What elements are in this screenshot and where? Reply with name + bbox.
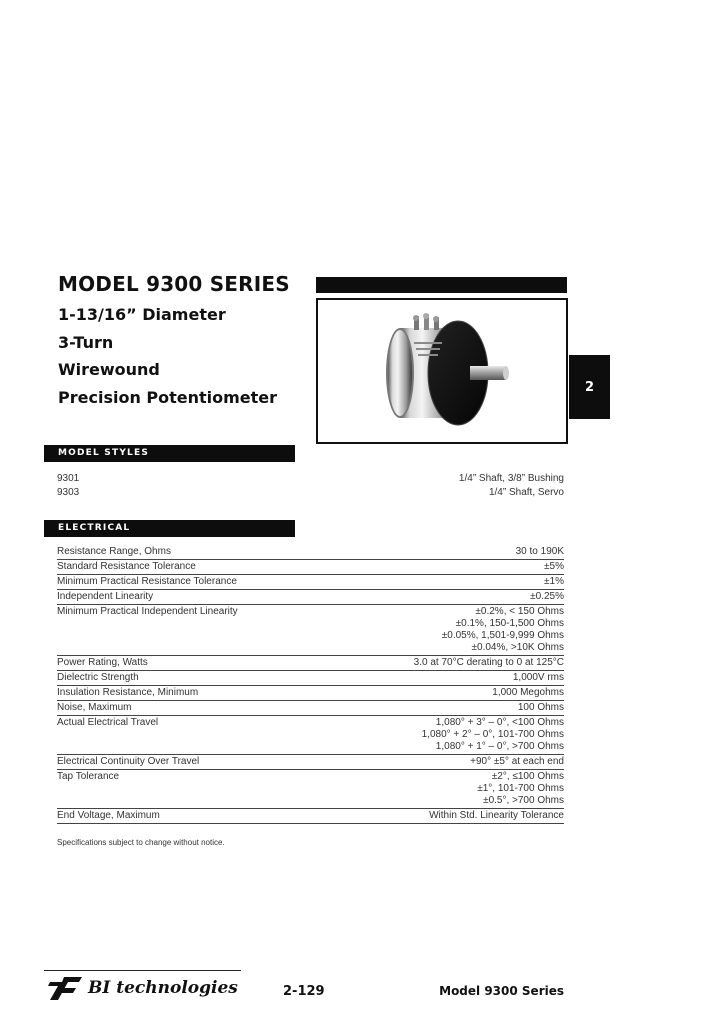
model-styles-table <box>57 472 564 500</box>
title-rule-bar <box>316 277 567 293</box>
spec-value: ±0.25% <box>530 591 564 602</box>
logo-wordmark: BI technologies <box>88 978 238 998</box>
spec-value: 1,000V rms <box>512 672 564 683</box>
spec-label: Minimum Practical Resistance Tolerance <box>57 576 237 587</box>
spec-values <box>414 657 564 669</box>
spec-values <box>422 717 564 753</box>
model-styles-heading: MODEL STYLES <box>44 445 295 462</box>
spec-value: 1,080° + 1° – 0°, >700 Ohms <box>435 741 564 752</box>
electrical-heading: ELECTRICAL <box>44 520 295 537</box>
spec-value: ±5% <box>544 561 564 572</box>
model-style-row <box>57 472 564 486</box>
spec-value: Within Std. Linearity Tolerance <box>429 810 564 821</box>
subtitle-block <box>58 304 277 414</box>
spec-row <box>57 701 564 716</box>
spec-values <box>544 576 564 588</box>
company-logo <box>44 972 241 1004</box>
spec-values <box>429 810 564 822</box>
spec-label: Resistance Range, Ohms <box>57 546 171 557</box>
spec-row <box>57 770 564 809</box>
subtitle-product: Precision Potentiometer <box>58 387 278 407</box>
spec-row <box>57 716 564 755</box>
bi-logo-icon <box>44 973 86 1003</box>
spec-values <box>516 546 564 558</box>
potentiometer-image <box>318 300 566 442</box>
spec-value: ±2°, ≤100 Ohms <box>491 771 564 782</box>
spec-value: 3.0 at 70°C derating to 0 at 125°C <box>413 657 564 668</box>
spec-row <box>57 809 564 824</box>
spec-row <box>57 560 564 575</box>
spec-values <box>513 672 564 684</box>
spec-label: Independent Linearity <box>57 591 154 602</box>
subtitle-diameter: 1-13/16” Diameter <box>58 305 226 324</box>
subtitle-turns: 3-Turn <box>58 332 114 352</box>
model-style-code: 9301 <box>57 473 80 484</box>
spec-label: Minimum Practical Independent Linearity <box>57 606 238 617</box>
spec-value: 1,000 Megohms <box>492 687 564 698</box>
product-photo <box>316 298 568 444</box>
spec-values <box>470 756 564 768</box>
spec-value: ±1% <box>544 576 564 587</box>
spec-value: 1,080° + 2° – 0°, 101-700 Ohms <box>421 729 564 740</box>
spec-value: ±0.04%, >10K Ohms <box>471 642 564 653</box>
spec-value: ±1°, 101-700 Ohms <box>477 783 564 794</box>
spec-value: ±0.05%, 1,501-9,999 Ohms <box>441 630 564 641</box>
subtitle-type: Wirewound <box>58 360 160 379</box>
footer-series-name: Model 9300 Series <box>439 984 564 998</box>
page-title: MODEL 9300 SERIES <box>58 272 290 296</box>
spec-label: Dielectric Strength <box>57 672 139 683</box>
spec-label: Standard Resistance Tolerance <box>57 561 196 572</box>
spec-values <box>544 561 564 573</box>
electrical-table <box>57 545 564 824</box>
spec-label: End Voltage, Maximum <box>57 810 160 821</box>
spec-values <box>442 606 564 654</box>
spec-value: 100 Ohms <box>517 702 564 713</box>
page-number: 2-129 <box>283 984 325 999</box>
spec-note: Specifications subject to change without notice. <box>57 838 225 847</box>
spec-label: Noise, Maximum <box>57 702 132 713</box>
spec-value: ±0.1%, 150-1,500 Ohms <box>455 618 564 629</box>
spec-row <box>57 686 564 701</box>
spec-row <box>57 590 564 605</box>
model-style-desc: 1/4” Shaft, 3/8” Bushing <box>458 473 564 484</box>
spec-label: Electrical Continuity Over Travel <box>57 756 200 767</box>
model-style-desc: 1/4” Shaft, Servo <box>488 487 564 498</box>
spec-value: ±0.5°, >700 Ohms <box>483 795 564 806</box>
spec-value: ±0.2%, < 150 Ohms <box>475 606 564 617</box>
spec-row <box>57 605 564 656</box>
spec-label: Tap Tolerance <box>57 771 120 782</box>
spec-row <box>57 575 564 590</box>
model-style-code: 9303 <box>57 487 80 498</box>
spec-row <box>57 671 564 686</box>
spec-row <box>57 656 564 671</box>
spec-values <box>530 591 564 603</box>
section-tab: 2 <box>569 355 610 419</box>
model-style-row <box>57 486 564 500</box>
spec-values <box>518 702 564 714</box>
spec-label: Insulation Resistance, Minimum <box>57 687 199 698</box>
spec-row <box>57 545 564 560</box>
spec-row <box>57 755 564 770</box>
spec-value: 1,080° + 3° – 0°, <100 Ohms <box>435 717 564 728</box>
spec-value: 30 to 190K <box>515 546 564 557</box>
spec-values <box>492 687 564 699</box>
spec-value: +90° ±5° at each end <box>470 756 564 767</box>
spec-label: Power Rating, Watts <box>57 657 148 668</box>
spec-values <box>477 771 564 807</box>
footer-rule <box>44 970 241 971</box>
spec-label: Actual Electrical Travel <box>57 717 159 728</box>
